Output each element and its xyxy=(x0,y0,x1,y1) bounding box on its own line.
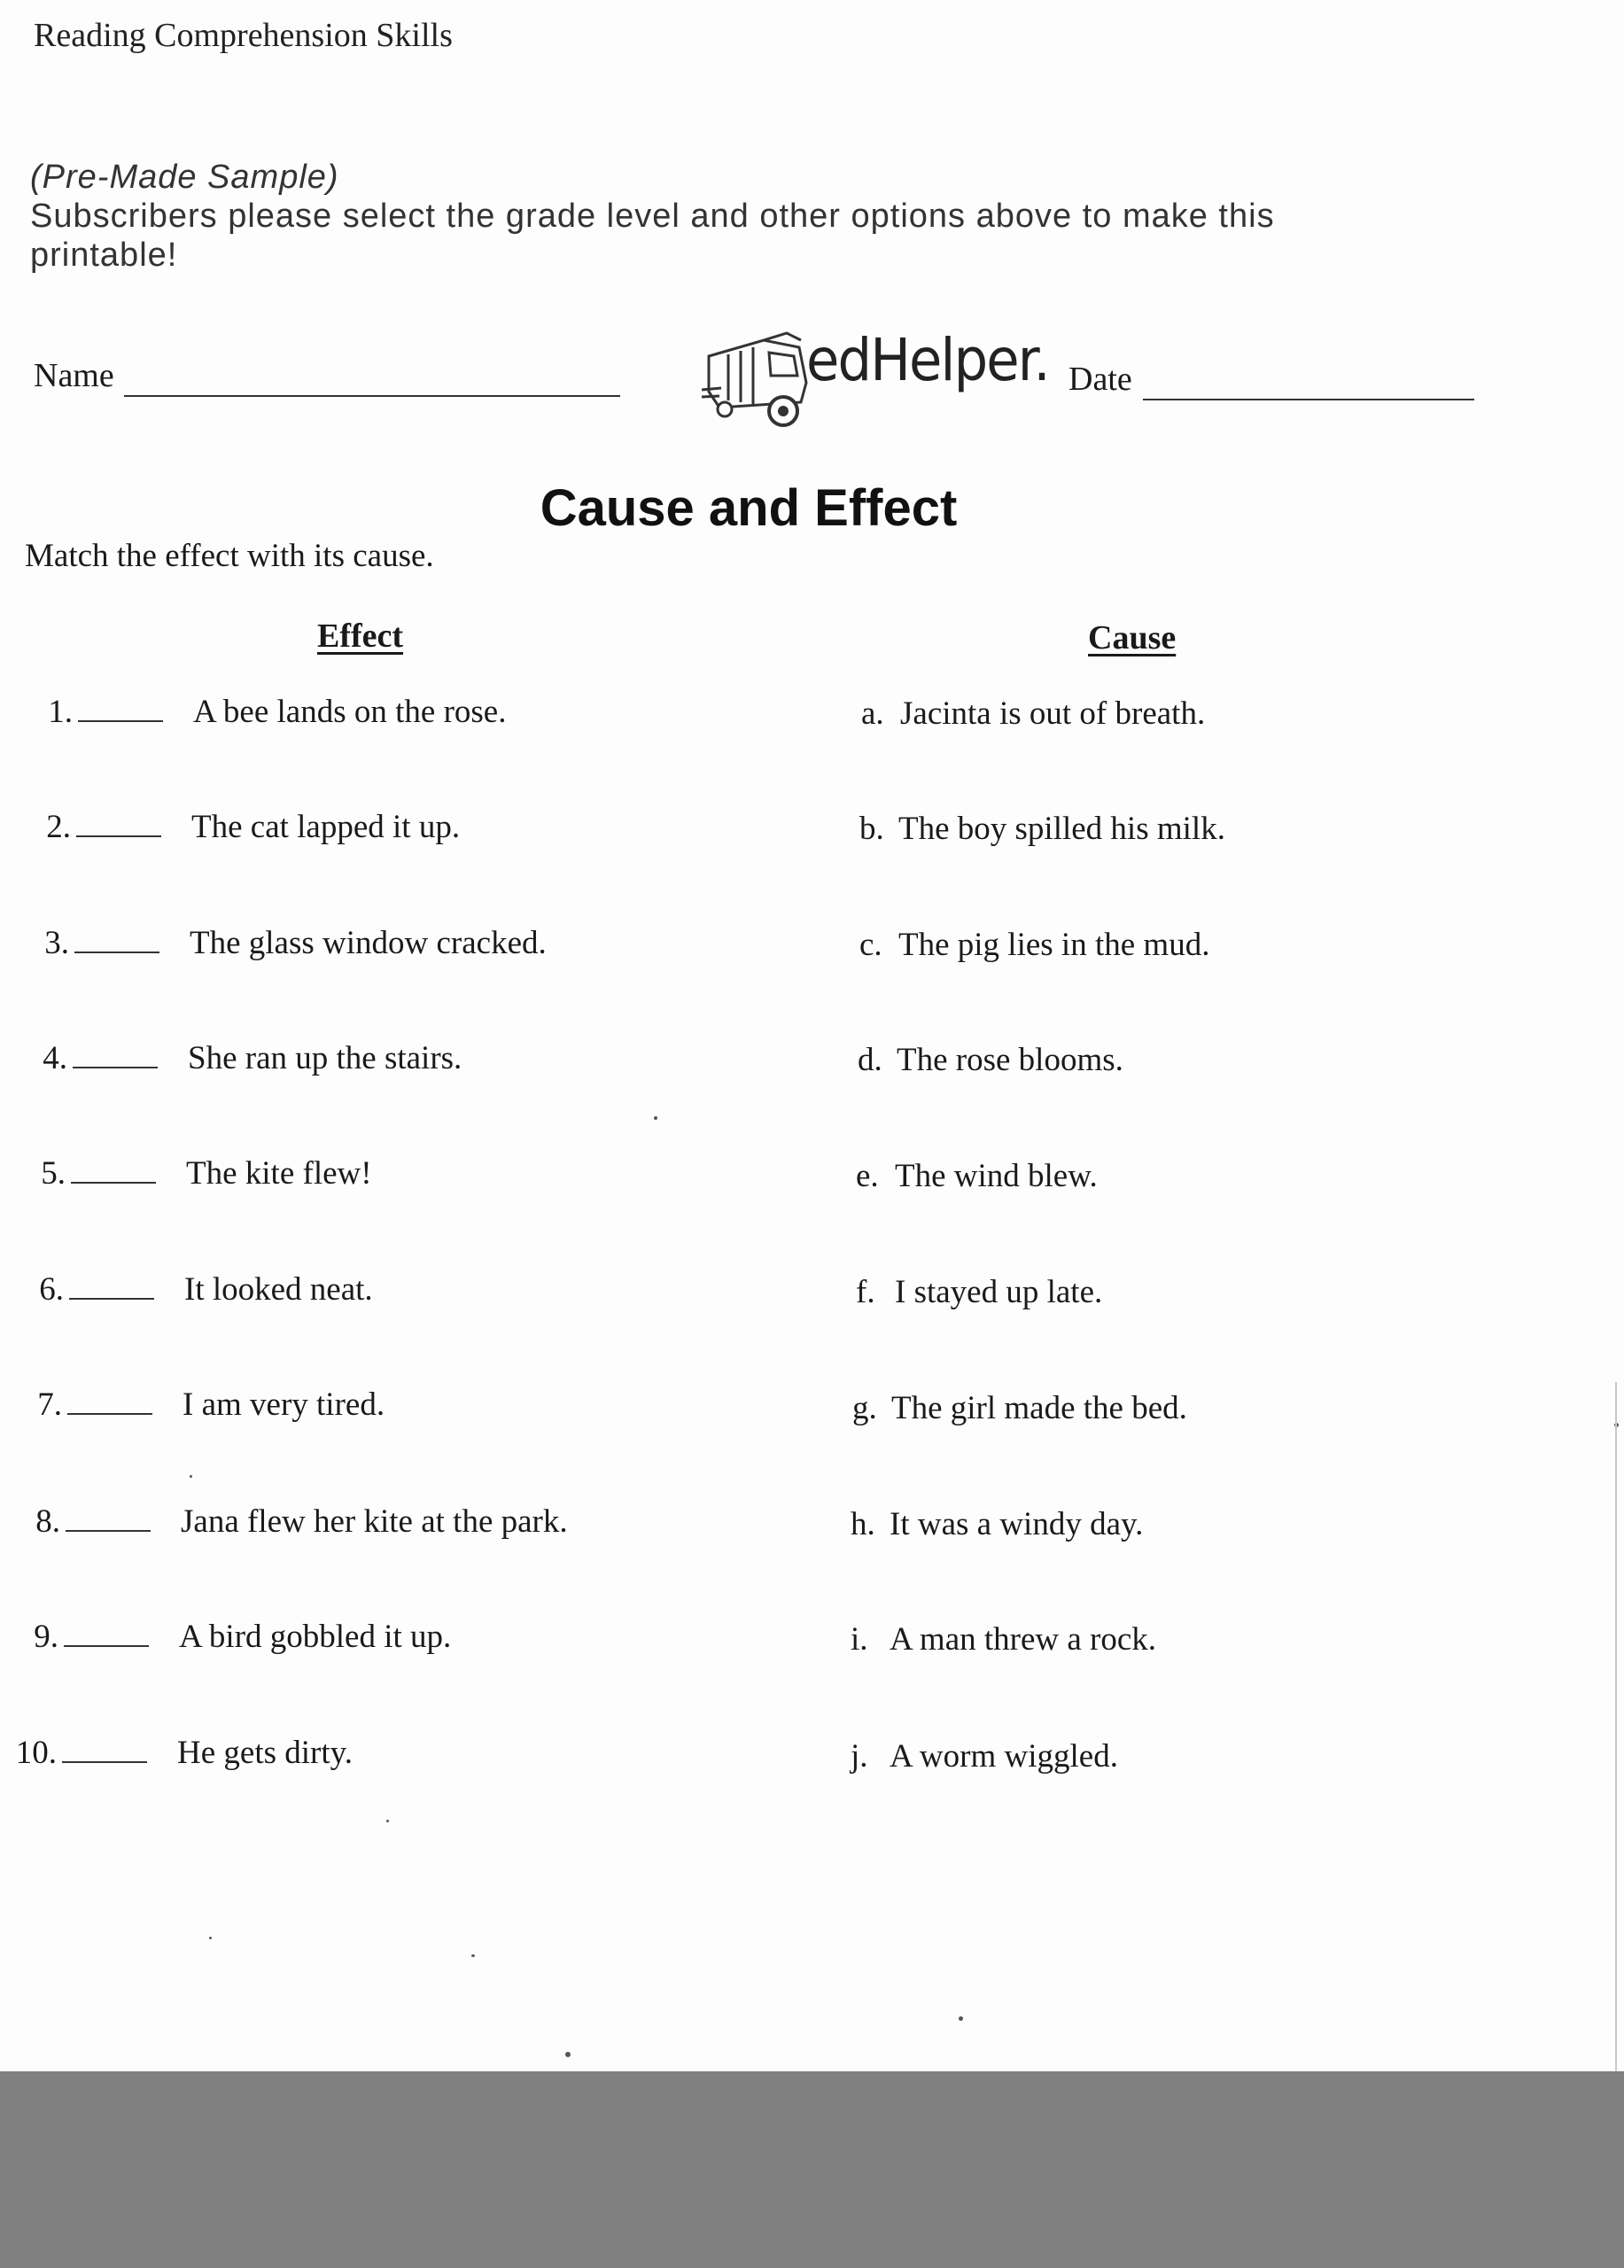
date-blank-line xyxy=(1143,399,1474,400)
effect-item xyxy=(12,1039,462,1077)
effect-text: The kite flew! xyxy=(186,1155,372,1192)
cause-letter: a. xyxy=(861,695,884,732)
effect-number: 9. xyxy=(34,1619,58,1655)
answer-blank xyxy=(64,1622,149,1647)
effect-number: 4. xyxy=(43,1040,67,1076)
scan-speck xyxy=(386,1820,389,1822)
effect-text: I am very tired. xyxy=(183,1386,385,1423)
cause-text: A man threw a rock. xyxy=(890,1621,1157,1658)
effect-item xyxy=(18,693,506,731)
cause-text: The girl made the bed. xyxy=(891,1390,1187,1426)
effect-item xyxy=(7,1386,385,1424)
effect-number: 1. xyxy=(48,694,73,730)
sample-notice xyxy=(30,158,1395,275)
effect-text: He gets dirty. xyxy=(177,1735,353,1771)
effect-item xyxy=(4,1618,451,1656)
cause-letter: d. xyxy=(858,1042,882,1078)
answer-blank xyxy=(66,1507,151,1532)
cause-item xyxy=(851,1505,1143,1543)
scan-speck xyxy=(209,1937,212,1939)
effect-number: 6. xyxy=(39,1271,64,1308)
effect-number: 2. xyxy=(46,809,71,845)
effect-text: A bird gobbled it up. xyxy=(179,1619,452,1655)
scan-speck xyxy=(959,2016,963,2021)
cause-letter: g. xyxy=(852,1390,877,1426)
effect-item xyxy=(14,924,547,962)
cause-item xyxy=(856,1273,1102,1311)
effect-item xyxy=(2,1734,353,1772)
effect-text: It looked neat. xyxy=(184,1271,373,1308)
answer-blank xyxy=(76,812,161,837)
worksheet-title: Cause and Effect xyxy=(540,479,958,537)
edhelper-logo xyxy=(702,321,1049,436)
effect-number: 3. xyxy=(44,925,69,961)
cause-item xyxy=(861,695,1205,733)
effect-item xyxy=(11,1154,372,1192)
answer-blank xyxy=(78,697,163,722)
answer-blank xyxy=(73,1044,158,1068)
scan-speck xyxy=(190,1475,192,1478)
effect-text: The glass window cracked. xyxy=(190,925,547,961)
cause-text: It was a windy day. xyxy=(890,1506,1144,1542)
school-bus-icon xyxy=(702,321,817,436)
cause-item xyxy=(859,926,1209,964)
sample-tag: (Pre-Made Sample) xyxy=(30,159,339,196)
cause-text: Jacinta is out of breath. xyxy=(900,695,1206,732)
date-label: Date xyxy=(1068,361,1132,398)
answer-blank xyxy=(62,1738,147,1763)
cause-letter: h. xyxy=(851,1506,875,1542)
cause-letter: b. xyxy=(859,811,884,847)
cause-text: The pig lies in the mud. xyxy=(898,927,1210,963)
name-label: Name xyxy=(34,357,114,394)
cause-text: The wind blew. xyxy=(895,1158,1098,1194)
skills-title: Reading Comprehension Skills xyxy=(34,17,453,54)
effect-number: 8. xyxy=(35,1503,60,1540)
cause-text: The boy spilled his milk. xyxy=(898,811,1225,847)
answer-blank xyxy=(67,1390,152,1415)
cause-item xyxy=(858,1041,1123,1079)
effect-text: Jana flew her kite at the park. xyxy=(181,1503,568,1540)
logo-wordmark: edHelper. xyxy=(806,326,1049,394)
effect-item xyxy=(16,808,460,846)
cause-column-heading: Cause xyxy=(1088,619,1177,656)
sample-message: Subscribers please select the grade level and other options above to make this printable! xyxy=(30,198,1275,274)
cause-text: The rose blooms. xyxy=(897,1042,1123,1078)
answer-blank xyxy=(69,1275,154,1300)
effect-number: 5. xyxy=(41,1155,66,1192)
effect-text: A bee lands on the rose. xyxy=(193,694,507,730)
scan-speck xyxy=(654,1116,657,1120)
cause-item xyxy=(851,1620,1156,1658)
effect-text: The cat lapped it up. xyxy=(191,809,461,845)
cause-letter: e. xyxy=(856,1158,879,1194)
effect-number: 7. xyxy=(37,1386,62,1423)
cause-text: I stayed up late. xyxy=(895,1274,1103,1310)
answer-blank xyxy=(71,1159,156,1184)
effect-text: She ran up the stairs. xyxy=(188,1040,462,1076)
answer-blank xyxy=(74,928,159,953)
effect-column-heading: Effect xyxy=(317,617,404,655)
instructions: Match the effect with its cause. xyxy=(25,538,434,574)
effect-item xyxy=(9,1270,373,1309)
scan-speck xyxy=(471,1954,475,1957)
cause-letter: c. xyxy=(859,927,882,963)
cause-letter: f. xyxy=(856,1274,875,1310)
cause-item xyxy=(859,810,1225,848)
scan-speck xyxy=(565,2052,571,2057)
cause-text: A worm wiggled. xyxy=(890,1738,1118,1775)
effect-item xyxy=(5,1503,568,1541)
scanner-shadow-band xyxy=(0,2071,1624,2268)
effect-number: 10. xyxy=(15,1735,57,1771)
cause-item xyxy=(851,1737,1118,1775)
cause-item xyxy=(852,1389,1187,1427)
name-blank-line xyxy=(124,395,620,397)
page-edge xyxy=(1615,1382,1617,2073)
cause-letter: i. xyxy=(851,1621,868,1658)
cause-item xyxy=(856,1157,1098,1195)
cause-letter: j. xyxy=(851,1738,868,1775)
